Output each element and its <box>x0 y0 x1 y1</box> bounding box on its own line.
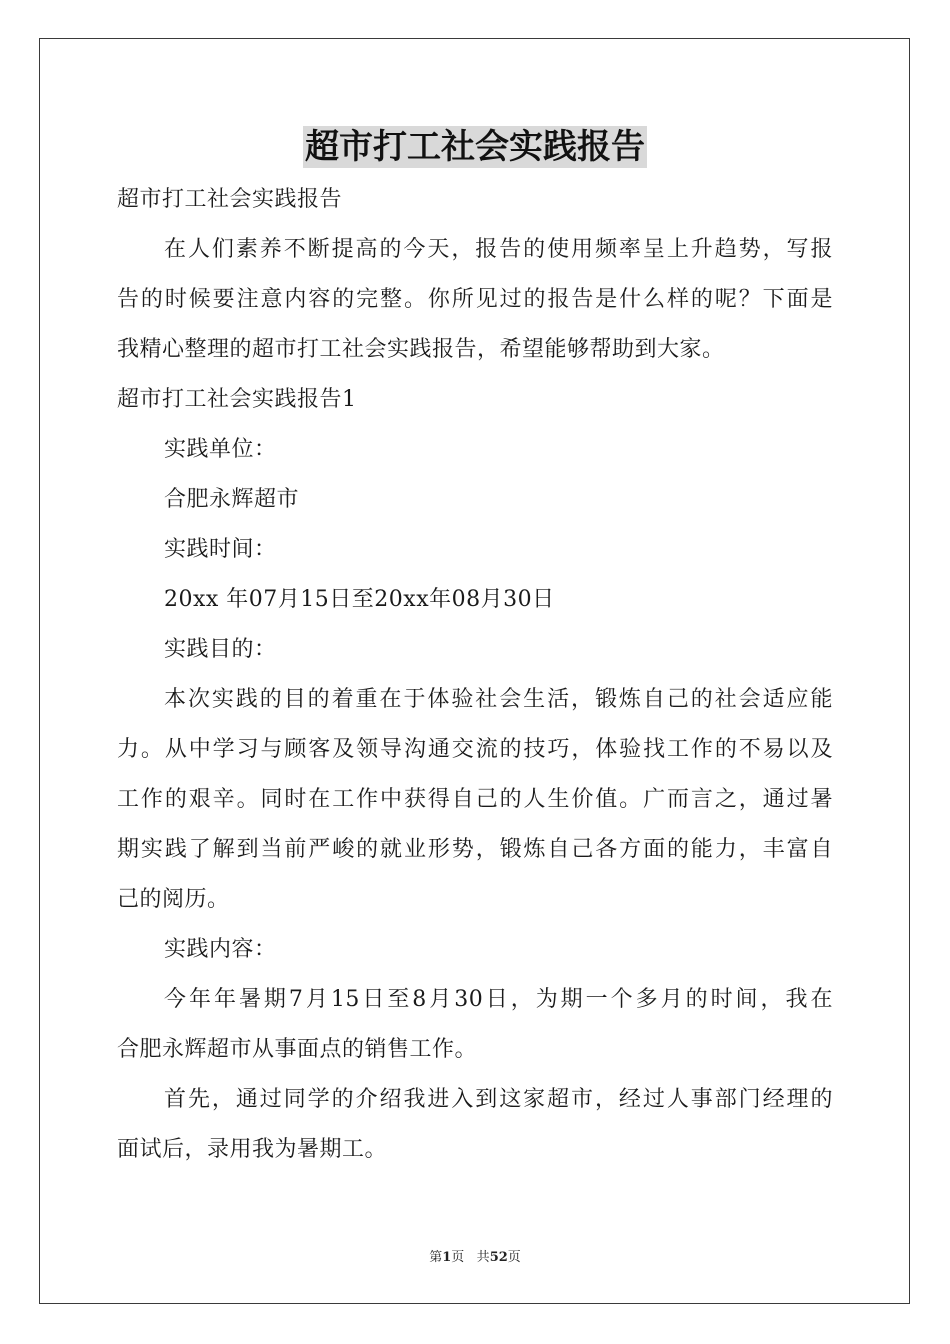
footer-page-prefix: 第 <box>429 1250 443 1265</box>
text-line: 我精心整理的超市打工社会实践报告，希望能够帮助到大家。 <box>117 337 725 362</box>
footer-page-suffix: 页 <box>451 1250 465 1265</box>
footer-total-prefix: 共 <box>476 1250 490 1265</box>
text-line: 合肥永辉超市 <box>164 487 300 512</box>
title-area <box>0 126 950 168</box>
text-line: 首先，通过同学的介绍我进入到这家超市，经过人事部门经理的 <box>164 1087 833 1112</box>
text-line: 实践时间： <box>164 537 277 562</box>
text-line: 力。从中学习与顾客及领导沟通交流的技巧，体验找工作的不易以及 <box>117 737 833 762</box>
document-title: 超市打工社会实践报告 <box>305 127 645 167</box>
text-line: 今年年暑期7月15日至8月30日，为期一个多月的时间，我在 <box>164 987 833 1012</box>
text-line: 期实践了解到当前严峻的就业形势，锻炼自己各方面的能力，丰富自 <box>117 837 833 862</box>
text-line: 本次实践的目的着重在于体验社会生活，锻炼自己的社会适应能 <box>164 687 833 712</box>
text-line: 实践内容： <box>164 937 277 962</box>
text-line: 在人们素养不断提高的今天，报告的使用频率呈上升趋势，写报 <box>164 237 833 262</box>
document-body <box>117 175 833 1175</box>
text-line: 实践单位： <box>164 437 277 462</box>
text-line: 面试后，录用我为暑期工。 <box>117 1137 388 1162</box>
text-line: 己的阅历。 <box>117 887 230 912</box>
text-line: 工作的艰辛。同时在工作中获得自己的人生价值。广而言之，通过暑 <box>117 787 833 812</box>
text-line: 超市打工社会实践报告 <box>117 187 343 212</box>
footer-current-page: 1 <box>442 1250 452 1265</box>
page-footer <box>0 1246 950 1265</box>
footer-total-suffix: 页 <box>507 1250 521 1265</box>
text-line: 告的时候要注意内容的完整。你所见过的报告是什么样的呢？下面是 <box>117 287 833 312</box>
text-line: 超市打工社会实践报告1 <box>117 387 357 412</box>
text-line: 20xx 年07月15日至20xx年08月30日 <box>164 587 555 612</box>
text-line: 实践目的： <box>164 637 277 662</box>
footer-total-pages: 52 <box>489 1250 508 1265</box>
text-line: 合肥永辉超市从事面点的销售工作。 <box>117 1037 478 1062</box>
